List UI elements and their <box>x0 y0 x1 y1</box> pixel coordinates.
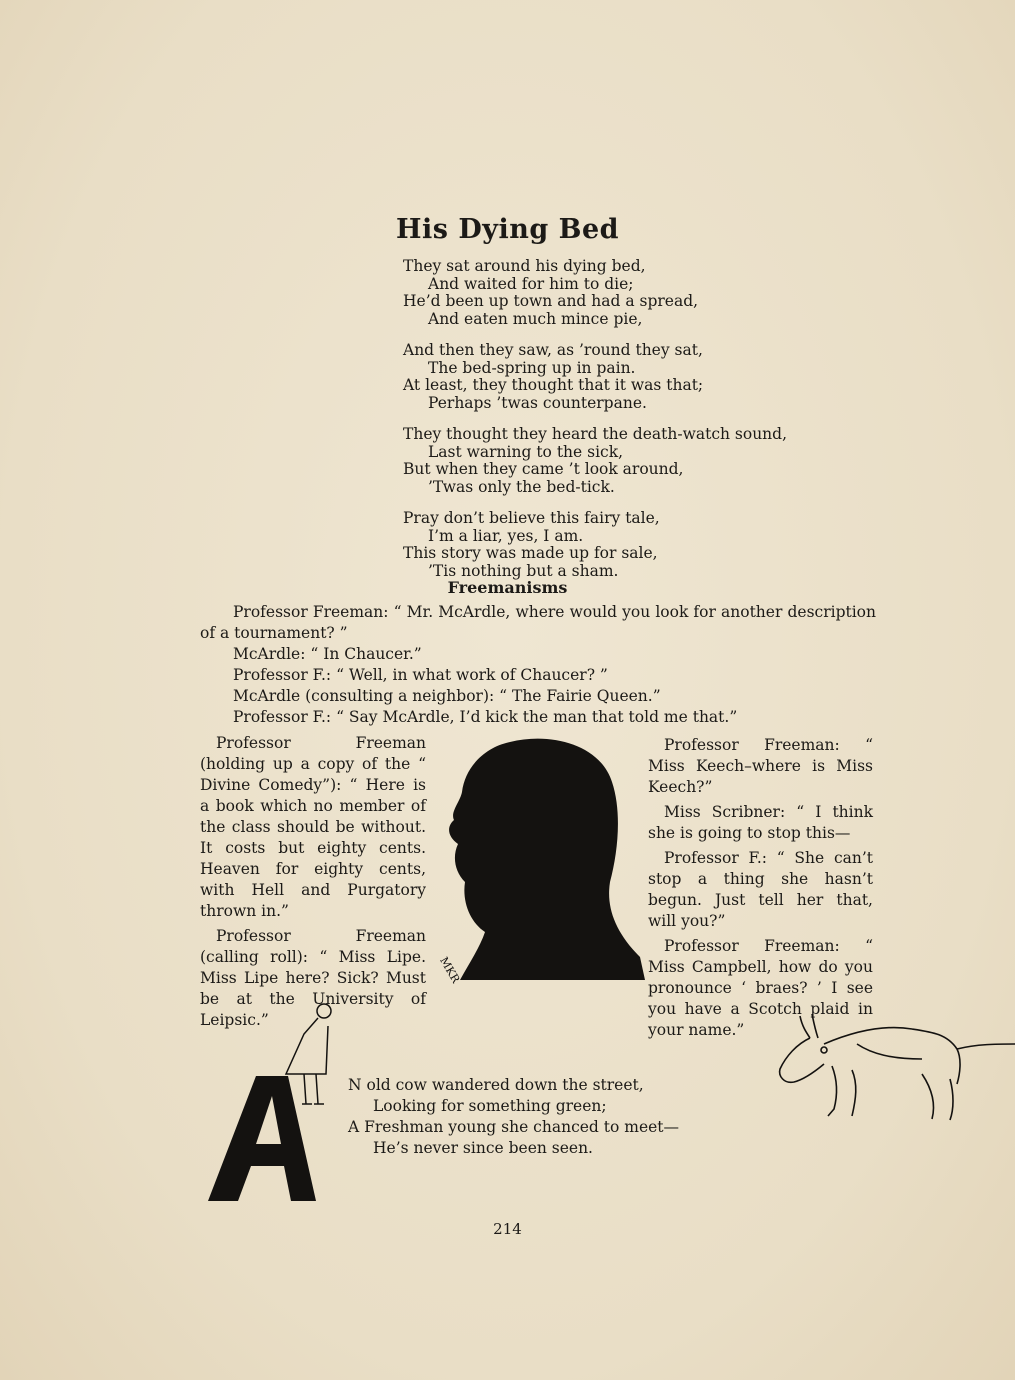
poem-line: They thought they heard the death-watch sound, <box>403 425 788 443</box>
anecdote-paragraph: Professor Freeman: “ Miss Campbell, how do you pronounce ‘ braes? ’ I see you have a Scotch plaid in your name.” <box>648 937 873 1039</box>
poem-line: ’Twas only the bed-tick. <box>428 477 615 496</box>
poem-line: Perhaps ’twas counterpane. <box>428 393 647 412</box>
poem-line: Last warning to the sick, <box>428 442 624 461</box>
poem-line: He’d been up town and had a spread, <box>403 292 699 310</box>
dialog-line: Professor F.: “ Well, in what work of Chaucer? ” <box>233 666 608 684</box>
anecdote-paragraph: Professor Freeman (holding up a copy of the “ Divine Comedy”): “ Here is a book which no member of the class should be without. It costs but eighty cents. Heaven for eighty cents, with Hell and Purgatory thrown in.” <box>200 734 426 920</box>
student-figure-icon <box>286 1004 331 1104</box>
anecdote-paragraph: Professor F.: “ She can’t stop a thing she hasn’t begun. Just tell her that, will you?” <box>648 849 873 930</box>
poem-line: Pray don’t believe this fairy tale, <box>403 509 660 527</box>
rhyme-line: He’s never since been seen. <box>373 1139 593 1157</box>
anecdote-paragraph: Miss Scribner: “ I think she is going to stop this— <box>648 803 873 842</box>
anecdote-paragraph: Professor Freeman: “ Miss Keech–where is Miss Keech?” <box>648 736 873 796</box>
rhyme-line: N old cow wandered down the street, <box>348 1076 644 1094</box>
dialog-line: McArdle: “ In Chaucer.” <box>233 645 422 663</box>
dialog-line: Professor F.: “ Say McArdle, I’d kick the man that told me that.” <box>233 708 738 726</box>
stanza <box>403 510 823 580</box>
left-column <box>200 733 426 1035</box>
poem-line: They sat around his dying bed, <box>403 257 646 275</box>
cow-illustration <box>772 1004 1015 1122</box>
stanza <box>403 258 823 328</box>
right-column <box>648 735 873 1045</box>
silhouette-head <box>449 739 645 980</box>
poem-line: And waited for him to die; <box>428 274 634 293</box>
dropcap-illustration <box>206 996 326 1206</box>
poem-line: But when they came ’t look around, <box>403 460 684 478</box>
anecdote-paragraph: Professor Freeman (calling roll): “ Miss Lipe. Miss Lipe here? Sick? Must be at the University of Leipsic.” <box>200 927 426 1029</box>
poem-line: And then they saw, as ’round they sat, <box>403 341 703 359</box>
poem-line: ’Tis nothing but a sham. <box>428 561 619 580</box>
stanza <box>403 342 823 412</box>
page-number: 214 <box>493 1220 522 1238</box>
artist-signature: MKR <box>437 954 463 986</box>
rhyme-line: A Freshman young she chanced to meet— <box>348 1118 680 1136</box>
rhyme-line: Looking for something green; <box>373 1097 607 1115</box>
poem-line: I’m a liar, yes, I am. <box>428 526 584 545</box>
section-title: Freemanisms <box>447 578 568 597</box>
poem-line: At least, they thought that it was that; <box>403 376 704 394</box>
poem-line: The bed-spring up in pain. <box>428 358 636 377</box>
poem <box>403 258 823 594</box>
stanza <box>403 426 823 496</box>
cow-icon <box>780 1014 1015 1120</box>
dropcap-letter-a <box>208 1076 316 1201</box>
dialog-block <box>200 602 876 728</box>
cow-rhyme <box>348 1075 768 1159</box>
poem-line: And eaten much mince pie, <box>428 309 643 328</box>
poem-line: This story was made up for sale, <box>403 544 658 562</box>
dialog-line: Professor Freeman: “ Mr. McArdle, where would you look for another description of a tournament? ” <box>200 603 876 642</box>
dialog-line: McArdle (consulting a neighbor): “ The Fairie Queen.” <box>233 687 661 705</box>
poem-title: His Dying Bed <box>395 214 619 245</box>
silhouette-portrait-illustration <box>437 732 650 986</box>
